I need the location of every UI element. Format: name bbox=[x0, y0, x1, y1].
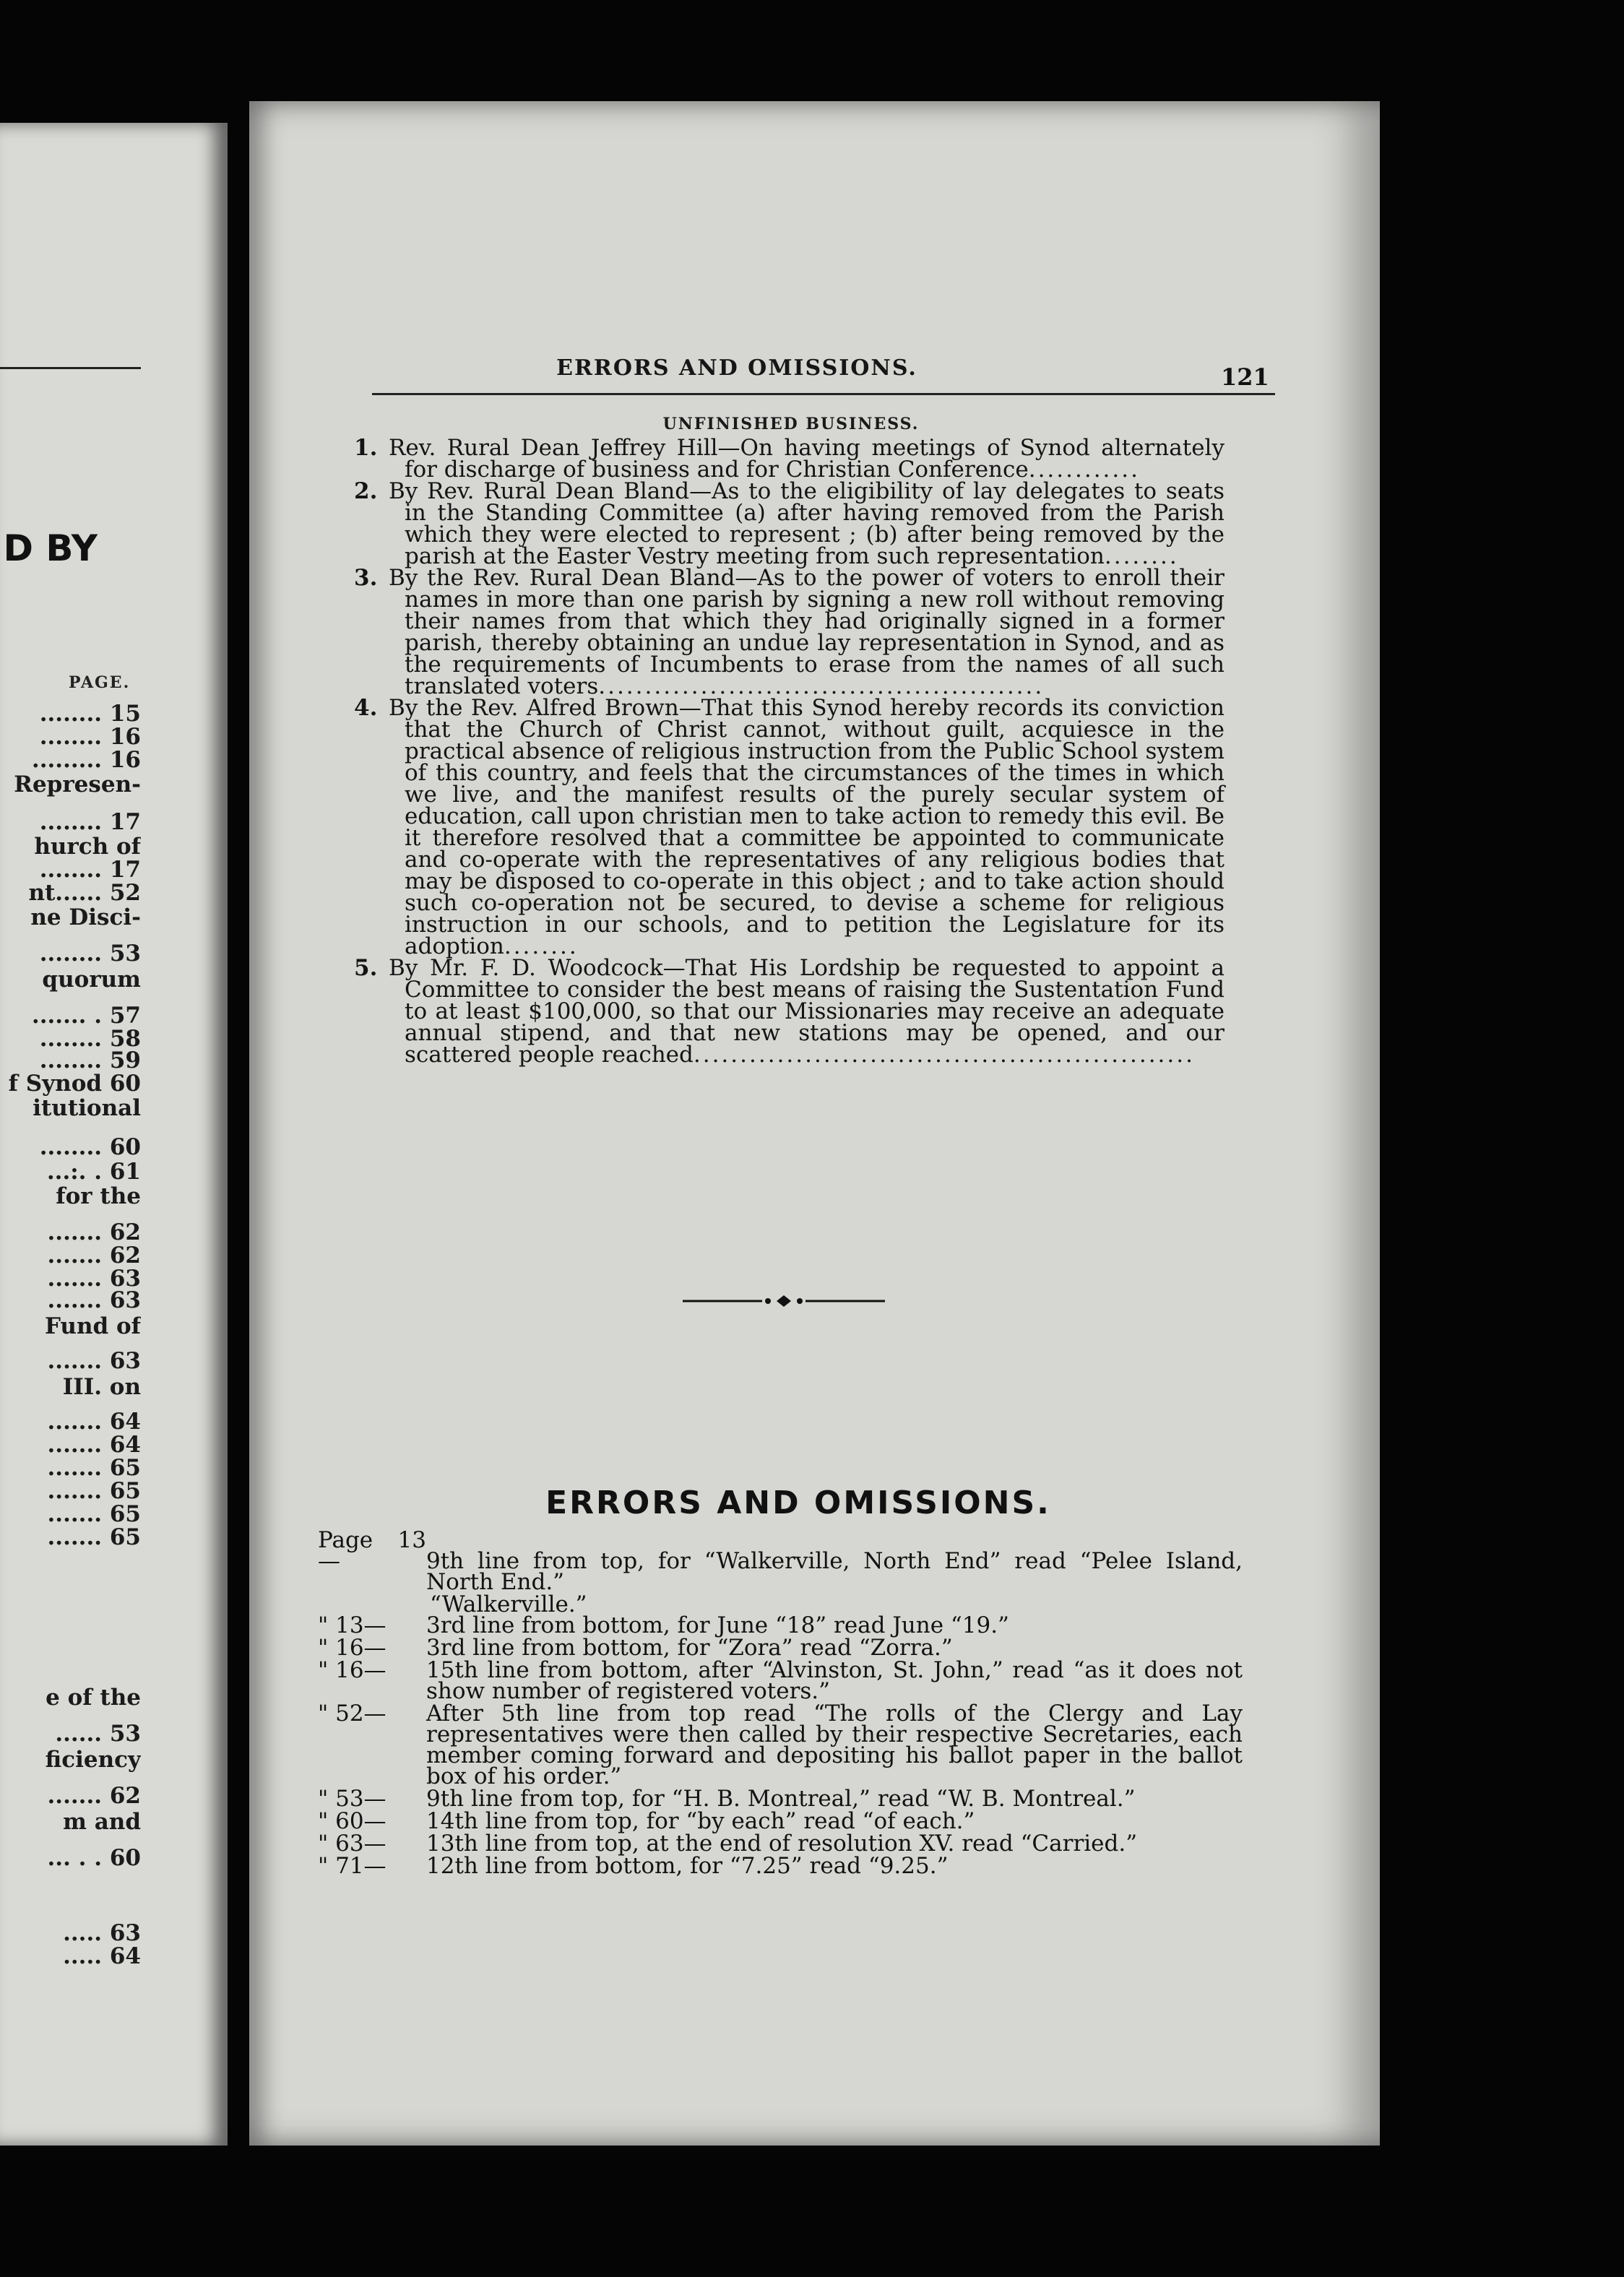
previous-page-index-line: ne Disci- bbox=[30, 904, 141, 930]
previous-page-index-line: ........ 15 bbox=[39, 701, 141, 727]
previous-page-heading: D BY bbox=[3, 527, 98, 569]
unfinished-business-item bbox=[340, 435, 1225, 483]
previous-page-index-line: for the bbox=[56, 1183, 141, 1209]
previous-page-index-line: ... . . 60 bbox=[47, 1845, 141, 1871]
previous-page-index-line: ....... 65 bbox=[47, 1455, 141, 1481]
previous-page-index-line: ....... 62 bbox=[47, 1783, 141, 1809]
previous-page-index-line: ....... 65 bbox=[47, 1524, 141, 1550]
previous-page-column-label: PAGE. bbox=[69, 673, 131, 692]
previous-page-index-line: ....... 63 bbox=[47, 1266, 141, 1292]
erratum-text: 12th line from bottom, for “7.25” read “9.25.” bbox=[426, 1853, 949, 1879]
erratum-text: 9th line from top, for “Walkerville, North End” read “Pelee Island, North End.” bbox=[426, 1548, 1243, 1595]
previous-page-index-line: ........ 53 bbox=[39, 941, 141, 967]
dot-leaders: ...................................................... bbox=[693, 1042, 1195, 1068]
previous-page-index-line: ........ 16 bbox=[39, 724, 141, 750]
previous-page-index-line: ......... 16 bbox=[31, 747, 141, 773]
unfinished-business-item bbox=[340, 567, 1225, 697]
erratum-entry bbox=[318, 1657, 1243, 1704]
previous-page-rule bbox=[0, 367, 141, 369]
previous-page-index-line: m and bbox=[63, 1809, 141, 1835]
errata-list bbox=[318, 1527, 1243, 1879]
erratum-page-ref: " 16— bbox=[318, 1657, 386, 1683]
previous-page-index-line: ........ 17 bbox=[39, 857, 141, 883]
previous-page-index-line: ....... 63 bbox=[47, 1348, 141, 1374]
erratum-text: 14th line from top, for “by each” read “of each.” bbox=[426, 1808, 975, 1834]
erratum-page-ref: " 13— bbox=[318, 1612, 386, 1638]
erratum-page-ref: " 63— bbox=[318, 1831, 386, 1857]
item-number: 3. bbox=[354, 565, 378, 591]
dot-leaders: ........ bbox=[1104, 543, 1179, 569]
previous-page-index-line: ....... 65 bbox=[47, 1501, 141, 1527]
dot-leaders: ................................................ bbox=[598, 673, 1045, 699]
unfinished-business-item bbox=[340, 957, 1225, 1066]
erratum-entry bbox=[318, 1831, 1243, 1857]
item-number: 5. bbox=[354, 955, 378, 981]
previous-page-index-line: e of the bbox=[46, 1685, 141, 1711]
erratum-page-ref: " 16— bbox=[318, 1635, 386, 1661]
erratum-text: 13th line from top, at the end of resolution XV. read “Carried.” bbox=[426, 1831, 1138, 1857]
previous-page-index-line: ....... 62 bbox=[47, 1219, 141, 1245]
previous-page-index-line: itutional bbox=[33, 1095, 141, 1121]
item-number: 2. bbox=[354, 478, 378, 504]
item-number: 1. bbox=[354, 435, 378, 461]
erratum-page-ref: " 53— bbox=[318, 1786, 386, 1812]
previous-page-index-line: ....... 62 bbox=[47, 1243, 141, 1269]
erratum-entry bbox=[318, 1808, 1243, 1834]
previous-page-index-line: quorum bbox=[42, 967, 141, 993]
previous-page-index-line: ....... 63 bbox=[47, 1287, 141, 1313]
previous-page-index-line: ..... 63 bbox=[63, 1920, 141, 1946]
erratum-entry bbox=[318, 1786, 1243, 1812]
previous-page-index-line: ........ 59 bbox=[39, 1047, 141, 1073]
previous-page-index-line: ...:. . 61 bbox=[46, 1159, 141, 1185]
previous-page-index-line: ....... 65 bbox=[47, 1478, 141, 1504]
item-text: By the Rev. Alfred Brown—That this Synod hereby records its conviction that the Church of Christ cannot, without guilt, acquiesce in the practical absence of religious instruction from the Public School system of this country, and feels that the circumstances of the times in which we live, and the manifest results of the purely secular system of education, call upon christian men to take action to remedy this evil. Be it therefore resolved that a committee be appointed to communicate and co-operate with the representatives of any religious bodies that may be disposed to co-operate in this object ; and to take action should such co-operation not be secured, to devise a scheme for religious instruction in our schools, and to petition the Legislature for its adoption bbox=[389, 695, 1225, 959]
item-text: By Rev. Rural Dean Bland—As to the eligibility of lay delegates to seats in the Standing Committee (a) after having removed from the Parish which they were elected to represent ; (b) after being removed by the parish at the Easter Vestry meeting from such representation bbox=[389, 478, 1225, 569]
item-text: By the Rev. Rural Dean Bland—As to the power of voters to enroll their names in more than one parish by signing a new roll without removing their names from that which they had originally signed in a former parish, thereby obtaining an undue lay representation in Synod, and as the requirements of Incumbents to erase from the names of all such translated voters bbox=[389, 565, 1225, 699]
previous-page-index-line: f Synod 60 bbox=[8, 1071, 141, 1097]
previous-page-index-line: Fund of bbox=[44, 1313, 141, 1339]
previous-page-index-line: ....... 64 bbox=[47, 1432, 141, 1458]
running-head bbox=[249, 355, 1333, 381]
previous-page-fragment bbox=[0, 123, 228, 2146]
erratum-entry bbox=[318, 1527, 1243, 1595]
erratum-text: 3rd line from bottom, for “Zora” read “Zorra.” bbox=[426, 1635, 953, 1661]
section-ornament bbox=[683, 1290, 885, 1312]
erratum-entry bbox=[318, 1635, 1243, 1661]
previous-page-index-line: ficiency bbox=[45, 1747, 141, 1773]
previous-page-index-line: ........ 60 bbox=[39, 1134, 141, 1160]
erratum-continuation: “Walkerville.” bbox=[430, 1591, 587, 1617]
dot-leaders: ........ bbox=[504, 933, 579, 959]
erratum-entry bbox=[318, 1612, 1243, 1638]
erratum-text: After 5th line from top read “The rolls of the Clergy and Lay representatives were then called by their respective Secretaries, each member coming forward and depositing his ballot paper in the ballot box of his order.” bbox=[426, 1701, 1243, 1789]
item-number: 4. bbox=[354, 695, 378, 721]
erratum-text: 15th line from bottom, after “Alvinston, St. John,” read “as it does not show number of registered voters.” bbox=[426, 1657, 1243, 1704]
previous-page-index-line: ........ 17 bbox=[39, 809, 141, 835]
previous-page-index-line: nt...... 52 bbox=[28, 880, 141, 906]
erratum-page-ref: " 52— bbox=[318, 1701, 386, 1727]
errors-and-omissions-title: ERRORS AND OMISSIONS. bbox=[545, 1485, 1051, 1521]
erratum-page-ref: " 71— bbox=[318, 1853, 386, 1879]
erratum-text: 9th line from top, for “H. B. Montreal,” read “W. B. Montreal.” bbox=[426, 1786, 1136, 1812]
previous-page-index-line: ....... 64 bbox=[47, 1409, 141, 1435]
unfinished-business-item bbox=[340, 480, 1225, 567]
erratum-page-ref: " 60— bbox=[318, 1808, 386, 1834]
unfinished-business-list bbox=[340, 437, 1225, 1066]
item-text: By Mr. F. D. Woodcock—That His Lordship be requested to appoint a Committee to consider the best means of raising the Sustentation Fund to at least $100,000, so that our Missionaries may receive an adequate annual stipend, and that new stations may be opened, and our scattered people reached bbox=[389, 955, 1225, 1068]
previous-page-index-line: hurch of bbox=[34, 834, 141, 860]
erratum-entry bbox=[318, 1853, 1243, 1879]
document-page bbox=[249, 101, 1380, 2146]
dot-leaders: ............ bbox=[1028, 457, 1140, 483]
erratum-page-ref: Page 13— bbox=[318, 1527, 426, 1574]
previous-page-index-line: ........ 58 bbox=[39, 1026, 141, 1052]
previous-page-index-line: III. on bbox=[62, 1374, 141, 1400]
previous-page-index-line: ....... . 57 bbox=[31, 1003, 141, 1029]
previous-page-index-line: Represen- bbox=[14, 772, 141, 798]
running-head-title: ERRORS AND OMISSIONS. bbox=[556, 355, 917, 381]
previous-page-index-line: ..... 64 bbox=[63, 1943, 141, 1969]
page-number: 121 bbox=[1221, 363, 1269, 391]
unfinished-business-item bbox=[340, 697, 1225, 957]
erratum-text: 3rd line from bottom, for June “18” read June “19.” bbox=[426, 1612, 1009, 1638]
unfinished-business-heading: UNFINISHED BUSINESS. bbox=[662, 415, 920, 433]
header-rule bbox=[372, 393, 1275, 395]
item-text: Rev. Rural Dean Jeffrey Hill—On having meetings of Synod alternately for discharge of business and for Christian Conference bbox=[389, 435, 1225, 483]
erratum-entry bbox=[318, 1703, 1243, 1787]
previous-page-index-line: ...... 53 bbox=[55, 1721, 141, 1747]
